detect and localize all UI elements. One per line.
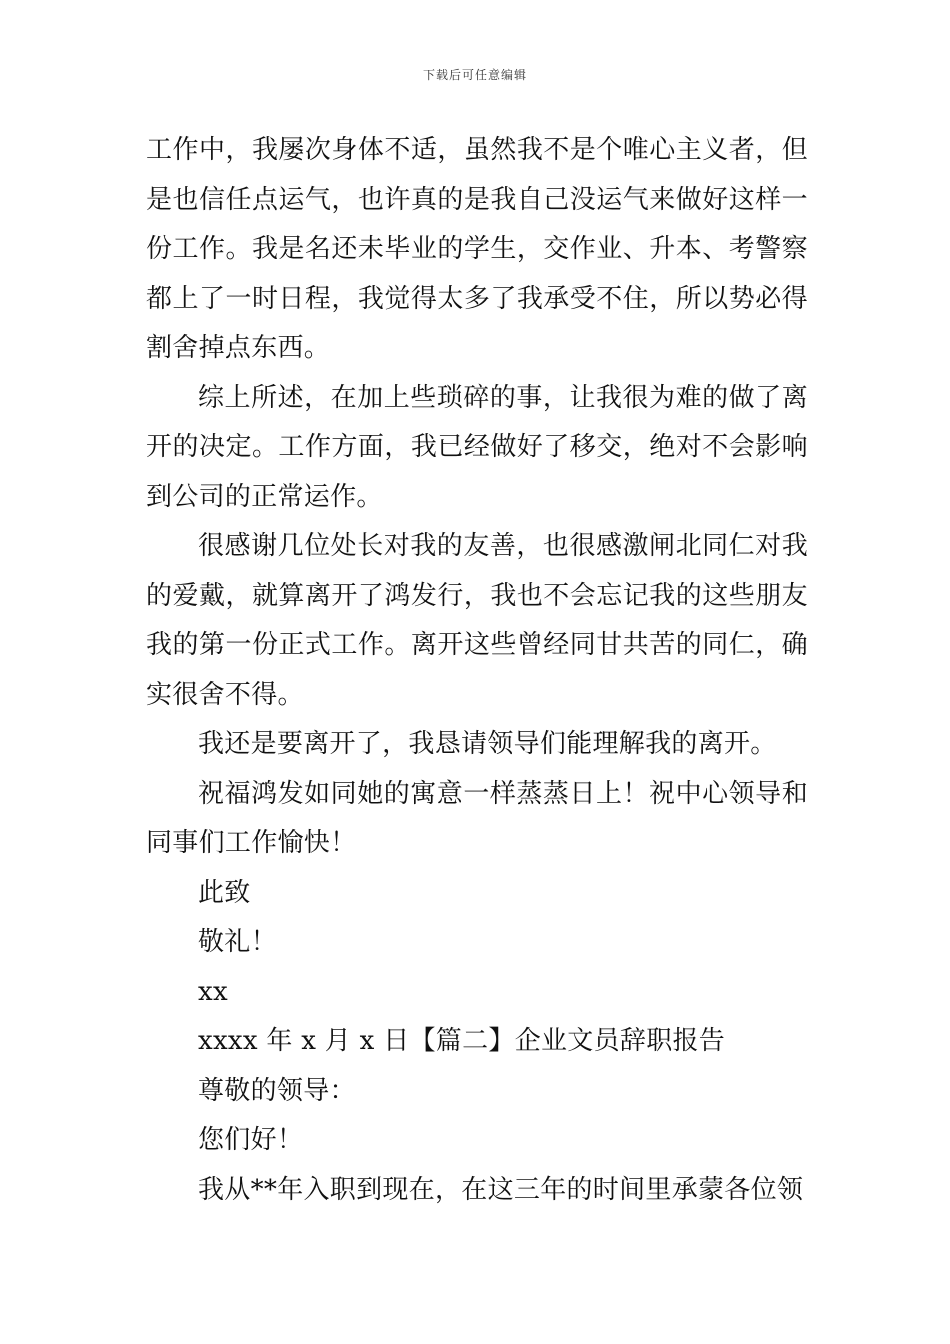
paragraph-2: 综上所述，在加上些琐碎的事，让我很为难的做了离开的决定。工作方面，我已经做好了移交，绝对不会影响到公司的正常运作。 — [146, 382, 808, 512]
signature-name: xx — [198, 976, 228, 1007]
paragraph-3: 很感谢几位处长对我的友善，也很感激闸北同仁对我的爱戴，就算离开了鸿发行，我也不会忘记我的这些朋友我的第一份正式工作。离开这些曾经同甘共苦的同仁，确实很舍不得。 — [146, 531, 808, 710]
greeting-hello: 您们好！ — [198, 1125, 304, 1155]
closing-salutation: 此致 — [198, 877, 251, 908]
closing-regards: 敬礼！ — [198, 927, 277, 957]
paragraph-body-start: 我从**年入职到现在，在这三年的时间里承蒙各位领 — [198, 1174, 804, 1205]
paragraph-5: 祝福鸿发如同她的寓意一样蒸蒸日上！祝中心领导和同事们工作愉快！ — [146, 778, 808, 858]
greeting-addressee: 尊敬的领导： — [198, 1075, 356, 1106]
paragraph-1: 工作中，我屡次身体不适，虽然我不是个唯心主义者，但是也信任点运气，也许真的是我自己没运气来做好这样一份工作。我是名还未毕业的学生，交作业、升本、考警察都上了一时日程，我觉得太多了我承受不住，所以势必得割舍掉点东西。 — [146, 135, 808, 363]
document-body — [146, 126, 808, 1215]
date-and-section-title: xxxx 年 x 月 x 日【篇二】企业文员辞职报告 — [198, 1026, 726, 1056]
paragraph-4: 我还是要离开了，我恳请领导们能理解我的离开。 — [198, 729, 777, 759]
download-note: 下载后可任意编辑 — [422, 68, 527, 82]
